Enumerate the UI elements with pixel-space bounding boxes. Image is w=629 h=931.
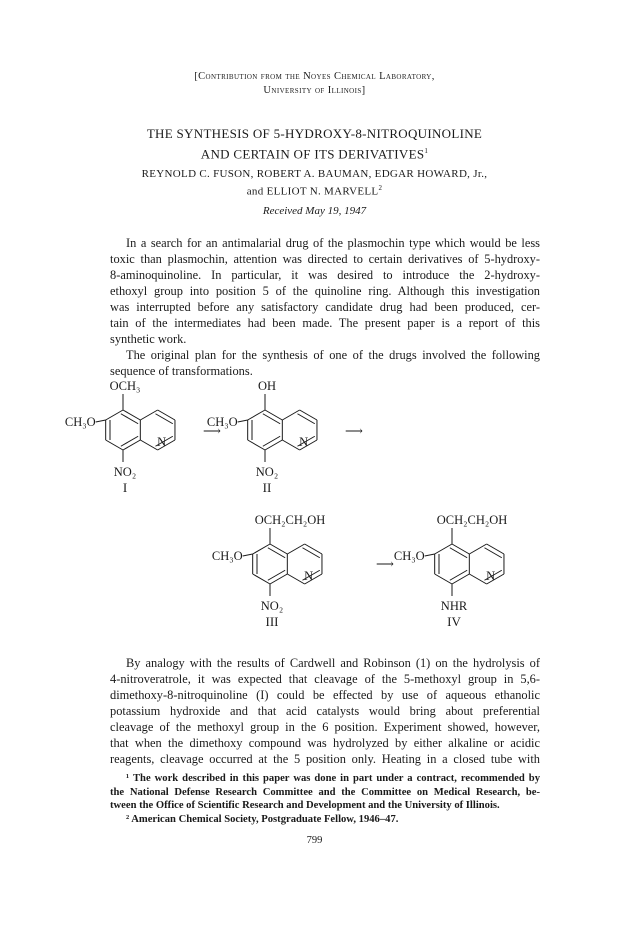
text-line: The original plan for the synthesis of one of the drugs involved the following [126,348,540,362]
text-line: sequence of transformations. [110,364,253,378]
substituent-left-label: CH₃O [393,549,425,563]
pyridine-ring-bond [287,574,304,584]
text-line: 8-aminoquinoline. In particular, it was desired to introduce the 2-hydroxy- [110,268,540,282]
benzo-ring-bond [452,574,469,584]
pyridine-ring-bond [305,544,322,554]
title-line-2-text: AND CERTAIN OF ITS DERIVATIVES [200,146,425,162]
text-line: dimethoxy-8-nitroquinoline (I) could be effected by use of aqueous ethanolic [110,688,540,702]
compound-IV [394,513,507,629]
double-bond [121,414,138,424]
double-bond [450,548,467,558]
text-line: 4-nitroveratrole, it was expected that cleavage of the 5-methoxyl group in 5,6- [110,672,540,686]
text-line: reagents, cleavage occurred at the 5 position only. Heating in a closed tube with [110,752,540,766]
page-number: 799 [306,835,323,846]
double-bond [155,414,172,424]
pyridine-ring-bond [469,544,486,554]
footnote-line: the National Defense Research Committee and the Committee on Medical Research, be- [110,786,540,798]
benzo-ring-bond [248,440,265,450]
text-line: By analogy with the results of Cardwell and Robinson (1) on the hydrolysis of [126,656,540,670]
benzo-ring-bond [253,544,270,554]
pyridine-ring-bond [158,410,175,420]
double-bond [484,548,501,558]
substituent-top-label: OCH₂CH₂OH [254,513,326,527]
substituent-top-label: OH [257,379,277,393]
double-bond [450,570,467,580]
double-bond [268,548,285,558]
double-bond [268,570,285,580]
double-bond [263,436,280,446]
footnote-line: tween the Office of Scientific Research and Development and the University of Illinois. [110,800,500,811]
pyridine-ring-bond [300,410,317,420]
pyridine-ring-bond [282,410,299,420]
double-bond [297,414,314,424]
compound-II [207,379,317,495]
title-line-1: THE SYNTHESIS OF 5-HYDROXY-8-NITROQUINOLINE [146,126,483,141]
benzo-ring-bond [123,410,140,420]
substituent-top-label: OCH₃ [109,379,141,393]
benzo-ring-bond [270,544,287,554]
authors-line-1: REYNOLD C. FUSON, ROBERT A. BAUMAN, EDGAR HOWARD, Jr., [141,168,488,180]
substituent-left-label: CH₃O [211,549,243,563]
compound-III [212,513,325,629]
footnote-line: ¹ The work described in this paper was done in part under a contract, recommended by [126,773,540,784]
benzo-ring-bond [253,574,270,584]
substituent-bottom-label: NO₂ [113,465,137,479]
benzo-ring-bond [106,440,123,450]
pyridine-ring-bond [287,544,304,554]
ring-nitrogen-label: N [299,435,309,449]
pyridine-ring-bond [487,544,504,554]
footnote-2 [110,813,540,827]
substituent-left-label: CH₃O [206,415,238,429]
double-bond [302,548,319,558]
received-date: Received May 19, 1947 [262,205,367,217]
text-line: that when the dimethoxy compound was hydrolyzed by either alkaline or acidic [110,736,540,750]
benzo-ring-bond [435,574,452,584]
text-line: synthetic work. [110,332,187,346]
reaction-arrow-2: ⟶ [345,424,363,438]
substituent-bottom-label: NO₂ [255,465,279,479]
benzo-ring-bond [270,574,287,584]
footnote-line: ² American Chemical Society, Postgraduate Fellow, 1946–47. [126,814,399,825]
text-line: was interrupted before any satisfactory candidate drug had been produced, cer- [110,300,540,314]
substituent-left-label: CH₃O [64,415,96,429]
text-line: potassium hydroxide and that acid catalysts would bring about preferential [110,704,540,718]
compound-numeral: II [262,480,272,495]
ring-nitrogen-label: N [157,435,167,449]
substituent-bottom-label: NHR [440,599,468,613]
pyridine-ring-bond [282,440,299,450]
substituent-bond-left [238,420,248,422]
compound-numeral: III [265,614,279,629]
compound-I [65,379,175,495]
substituent-bond-left [425,554,435,556]
pyridine-ring-bond [140,440,157,450]
benzo-ring-bond [248,410,265,420]
text-line: toxic than plasmochin, attention was directed to certain derivatives of 5-hydroxy- [110,252,540,266]
text-line: cleavage of the methoxyl group in the 6 position. Experiment showed, however, [110,720,540,734]
text-line: In a search for an antimalarial drug of the plasmochin type which would be less [126,236,540,250]
benzo-ring-bond [452,544,469,554]
compound-numeral: IV [447,614,461,629]
substituent-bond-left [96,420,106,422]
benzo-ring-bond [435,544,452,554]
ring-nitrogen-label: N [486,569,496,583]
contribution-line-2: University of Illinois] [263,85,366,96]
substituent-bond-left [243,554,253,556]
footnote-1 [110,772,540,813]
double-bond [121,436,138,446]
reaction-arrow-1: ⟶ [203,424,221,438]
compound-numeral: I [122,480,128,495]
footnote-ref-1: 1 [424,147,429,155]
double-bond [263,414,280,424]
benzo-ring-bond [106,410,123,420]
benzo-ring-bond [123,440,140,450]
pyridine-ring-bond [469,574,486,584]
contribution-line-1: [Contribution from the Noyes Chemical Laboratory, [194,71,435,82]
text-line: ethoxyl group into position 5 of the quinoline ring. Although this investigation [110,284,540,298]
pyridine-ring-bond [140,410,157,420]
authors-line-2-text: and ELLIOT N. MARVELL [246,185,379,198]
reaction-arrow-3: ⟶ [376,557,394,571]
text-line: tain of the intermediates had been made. The present paper is a report of this [110,316,540,330]
benzo-ring-bond [265,410,282,420]
substituent-bottom-label: NO₂ [260,599,284,613]
body-paragraph [110,655,540,767]
benzo-ring-bond [265,440,282,450]
substituent-top-label: OCH₂CH₂OH [436,513,508,527]
footnote-ref-2: 2 [378,184,383,192]
ring-nitrogen-label: N [304,569,314,583]
